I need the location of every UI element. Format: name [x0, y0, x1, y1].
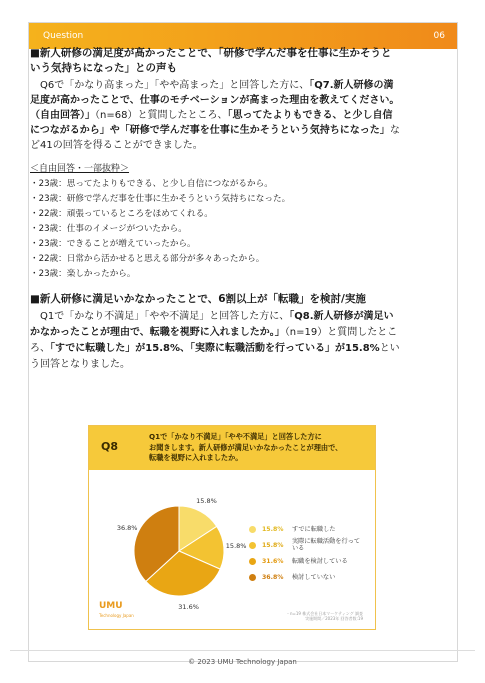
s2-text-a: Q1で「かなり不満足」「やや不満足」と回答した方に、: [40, 311, 290, 322]
s2-text-c: （n=19）と質問したところ、: [30, 327, 398, 354]
question-line: Q1で「かなり不満足」「やや不満足」と回答した方に: [149, 432, 322, 441]
list-item: ・ 23歳：研修で学んだ事を仕事に生かそうという気持ちになった。: [30, 192, 400, 207]
legend-label: すでに転職した: [292, 525, 336, 533]
list-item: ・ 23歳：仕事のイメージがついたから。: [30, 222, 400, 237]
legend-percent: 36.8%: [262, 573, 284, 581]
s1-text-e: など41の回答を得ることができました。: [30, 125, 400, 151]
question-line: 転職を視野に入れましたか。: [149, 453, 243, 462]
survey-credit: ・n=19 株式会社日本マーケティング 調査実施期間／2023年 回答者数:19: [285, 611, 363, 621]
s1-text-c: （n=68）と質問したところ、: [95, 110, 228, 121]
free-answers-title: ＜自由回答・一部抜粋＞: [30, 164, 130, 174]
legend-percent: 15.8%: [262, 525, 284, 533]
legend-percent: 15.8%: [262, 541, 284, 549]
legend-label: 実際に転職活動を行っている: [292, 538, 361, 552]
list-item: ・ 22歳：頑張っているところをほめてくれる。: [30, 207, 400, 222]
legend-row: [249, 521, 362, 537]
legend-row: [249, 553, 362, 569]
pie-slice-label: 36.8%: [116, 524, 138, 533]
chart-legend: [249, 521, 362, 585]
legend-swatch-icon: [249, 574, 256, 581]
legend-label: 検討していない: [292, 573, 336, 581]
s2-text-d: 「すでに転職した」が15.8%、「実際に転職活動を行っている」が15.8%: [50, 343, 380, 354]
free-answers-list: [30, 177, 400, 282]
footer-divider: [10, 650, 475, 651]
umu-logo-subtitle: Technology Japan: [99, 613, 134, 618]
legend-percent: 31.6%: [262, 557, 284, 565]
header-label: Question: [43, 31, 84, 41]
q8-chart-card: [88, 425, 376, 630]
legend-row: [249, 569, 362, 585]
section2-heading: ■新人研修に満足いかなかったことで、6割以上が「転職」を検討/実施: [30, 293, 366, 305]
question-number: Q8: [101, 440, 119, 453]
section1-heading: ■新人研修の満足度が高かったことで、「研修で学んだ事を仕事に生かそうという気持ちになった」との声も: [30, 47, 392, 74]
legend-swatch-icon: [249, 558, 256, 565]
s1-text-a: Q6で「かなり高まった」「やや高まった」と回答した方に、: [40, 80, 310, 91]
pie-slice-label: 31.6%: [178, 603, 199, 612]
umu-logo: UMU: [99, 601, 123, 611]
s1-text-b: 「Q7.新人研修の満足度が高かったことで、仕事のモチベーションが高まった理由を教えてください。（自由回答）」: [30, 80, 400, 121]
s2-text-e: という回答となりました。: [30, 343, 400, 370]
pie-slice-label: 15.8%: [225, 542, 247, 551]
footer-copyright: © 2023 UMU Technology Japan: [188, 658, 297, 666]
section1-paragraph: [30, 78, 400, 153]
list-item: ・ 23歳：楽しかったから。: [30, 267, 400, 282]
pie-slices: [134, 506, 224, 596]
question-text: [149, 432, 364, 464]
legend-swatch-icon: [249, 526, 256, 533]
section2: [30, 292, 400, 373]
list-item: ・ 23歳：思ってたよりもできる、と少し自信につながるから。: [30, 177, 400, 192]
legend-swatch-icon: [249, 542, 256, 549]
s2-text-b: 「Q8.新人研修が満足いかなかったことが理由で、転職を視野に入れましたか。」: [30, 311, 394, 338]
list-item: ・ 23歳：できることが増えていったから。: [30, 237, 400, 252]
pie-chart: [116, 496, 239, 606]
page-content: [30, 46, 400, 373]
list-item: ・ 22歳：日常から活かせると思える部分が多々あったから。: [30, 252, 400, 267]
page-number: 06: [433, 31, 445, 41]
legend-row: [249, 537, 362, 553]
legend-label: 転職を検討している: [292, 557, 348, 565]
section2-paragraph: [30, 309, 400, 373]
card-header: [89, 426, 375, 470]
s1-text-d: 「思ってたよりもできる、と少し自信につながるから」や「研修で学んだ事を仕事に生かそうという気持ちになった」: [30, 110, 393, 136]
pie-slice-label: 15.8%: [196, 496, 217, 505]
question-line: お聞きします。新人研修が満足いかなかったことが理由で、: [149, 442, 343, 452]
